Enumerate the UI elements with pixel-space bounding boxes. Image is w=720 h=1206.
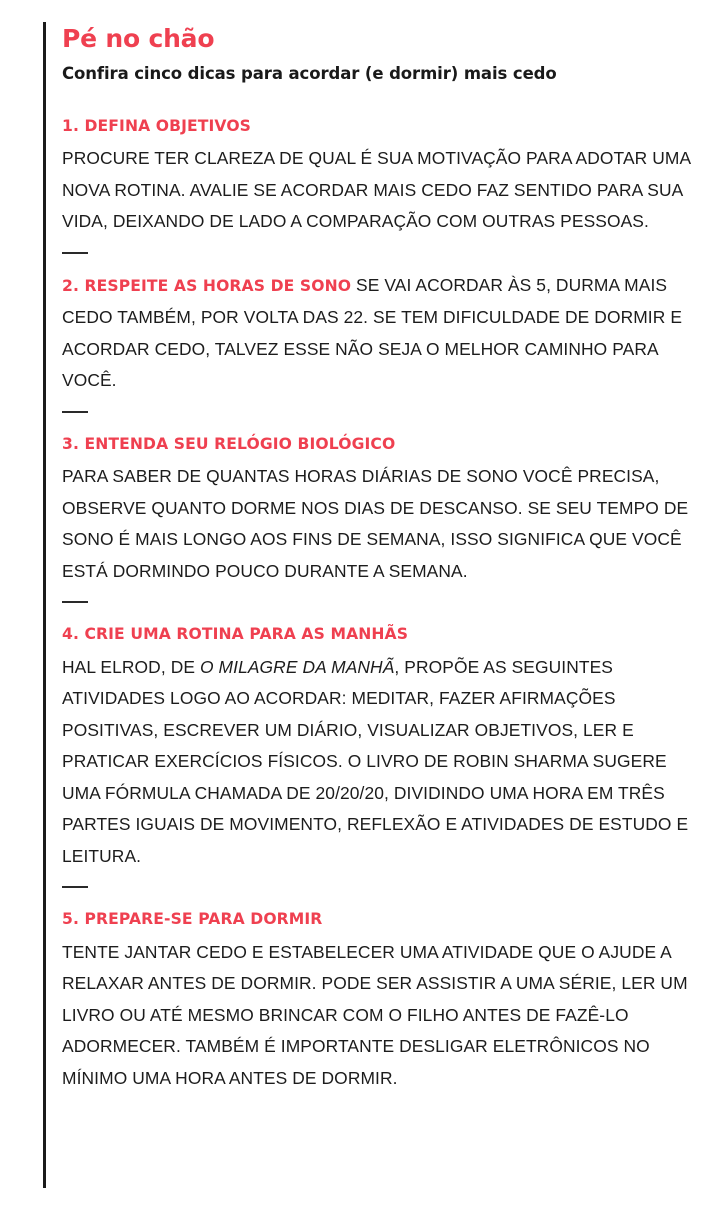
tip-item-2 [62,270,702,413]
tip-item-3 [62,429,702,604]
tip-divider [62,886,88,888]
tip-2-text [62,270,702,397]
tip-3-body: PARA SABER DE QUANTAS HORAS DIÁRIAS DE SONO VOCÊ PRECISA, OBSERVE QUANTO DORME NOS DIAS DE DESCANSO. SE SEU TEMPO DE SONO É MAIS LONGO AOS FINS DE SEMANA, ISSO SIGNIFICA QUE VOCÊ ESTÁ DORMINDO POUCO DURANTE A SEMANA. [62,466,689,581]
tip-5-body: TENTE JANTAR CEDO E ESTABELECER UMA ATIVIDADE QUE O AJUDE A RELAXAR ANTES DE DORMIR. PODE SER ASSISTIR A UMA SÉRIE, LER UM LIVRO OU ATÉ MESMO BRINCAR COM O FILHO ANTES DE FAZÊ-LO ADORMECER. TAMBÉM É IMPORTANTE DESLIGAR ELETRÔNICOS NO MÍNIMO UMA HORA ANTES DE DORMIR. [62,941,688,1088]
tip-divider [62,601,88,603]
article-subhead: Confira cinco dicas para acordar (e dormir) mais cedo [62,64,557,84]
article-content [62,26,702,1094]
tip-3-text [62,429,702,588]
tip-item-1 [62,111,702,254]
tip-5-title: 5. PREPARE-SE PARA DORMIR [62,910,323,929]
tip-1-body: PROCURE TER CLAREZA DE QUAL É SUA MOTIVAÇÃO PARA ADOTAR UMA NOVA ROTINA. AVALIE SE ACORDAR MAIS CEDO FAZ SENTIDO PARA SUA VIDA, DEIXANDO DE LADO A COMPARAÇÃO COM OUTRAS PESSOAS. [62,148,691,232]
tip-4-text [62,619,702,872]
page-title: Pé no chão [62,24,215,53]
tip-2-body: SE VAI ACORDAR ÀS 5, DURMA MAIS CEDO TAMBÉM, POR VOLTA DAS 22. SE TEM DIFICULDADE DE DORMIR E ACORDAR CEDO, TALVEZ ESSE NÃO SEJA O MELHOR CAMINHO PARA VOCÊ. [62,274,683,391]
tip-4-body-after: , PROPÕE AS SEGUINTES ATIVIDADES LOGO AO ACORDAR: MEDITAR, FAZER AFIRMAÇÕES POSITIVAS, ESCREVER UM DIÁRIO, VISUALIZAR OBJETIVOS, LER E PRATICAR EXERCÍCIOS FÍSICOS. O LIVRO DE ROBIN SHARMA SUGERE UMA FÓRMULA CHAMADA DE 20/20/20, DIVIDINDO UMA HORA EM TRÊS PARTES IGUAIS DE MOVIMENTO, REFLEXÃO E ATIVIDADES DE ESTUDO E LEITURA. [62,656,689,866]
tip-3-title: 3. ENTENDA SEU RELÓGIO BIOLÓGICO [62,434,396,453]
tip-divider [62,252,88,254]
tip-4-title: 4. CRIE UMA ROTINA PARA AS MANHÃS [62,625,409,644]
tip-1-text [62,111,702,238]
tip-4-body-before: HAL ELROD, DE [62,656,200,677]
tip-1-title: 1. DEFINA OBJETIVOS [62,116,252,135]
tip-item-4 [62,619,702,888]
tip-divider [62,411,88,413]
tip-item-5 [62,904,702,1094]
tip-2-title: 2. RESPEITE AS HORAS DE SONO [62,276,352,295]
left-vertical-rule [43,22,46,1188]
tip-5-text [62,904,702,1094]
tip-4-book-title: O MILAGRE DA MANHÃ [200,656,395,677]
